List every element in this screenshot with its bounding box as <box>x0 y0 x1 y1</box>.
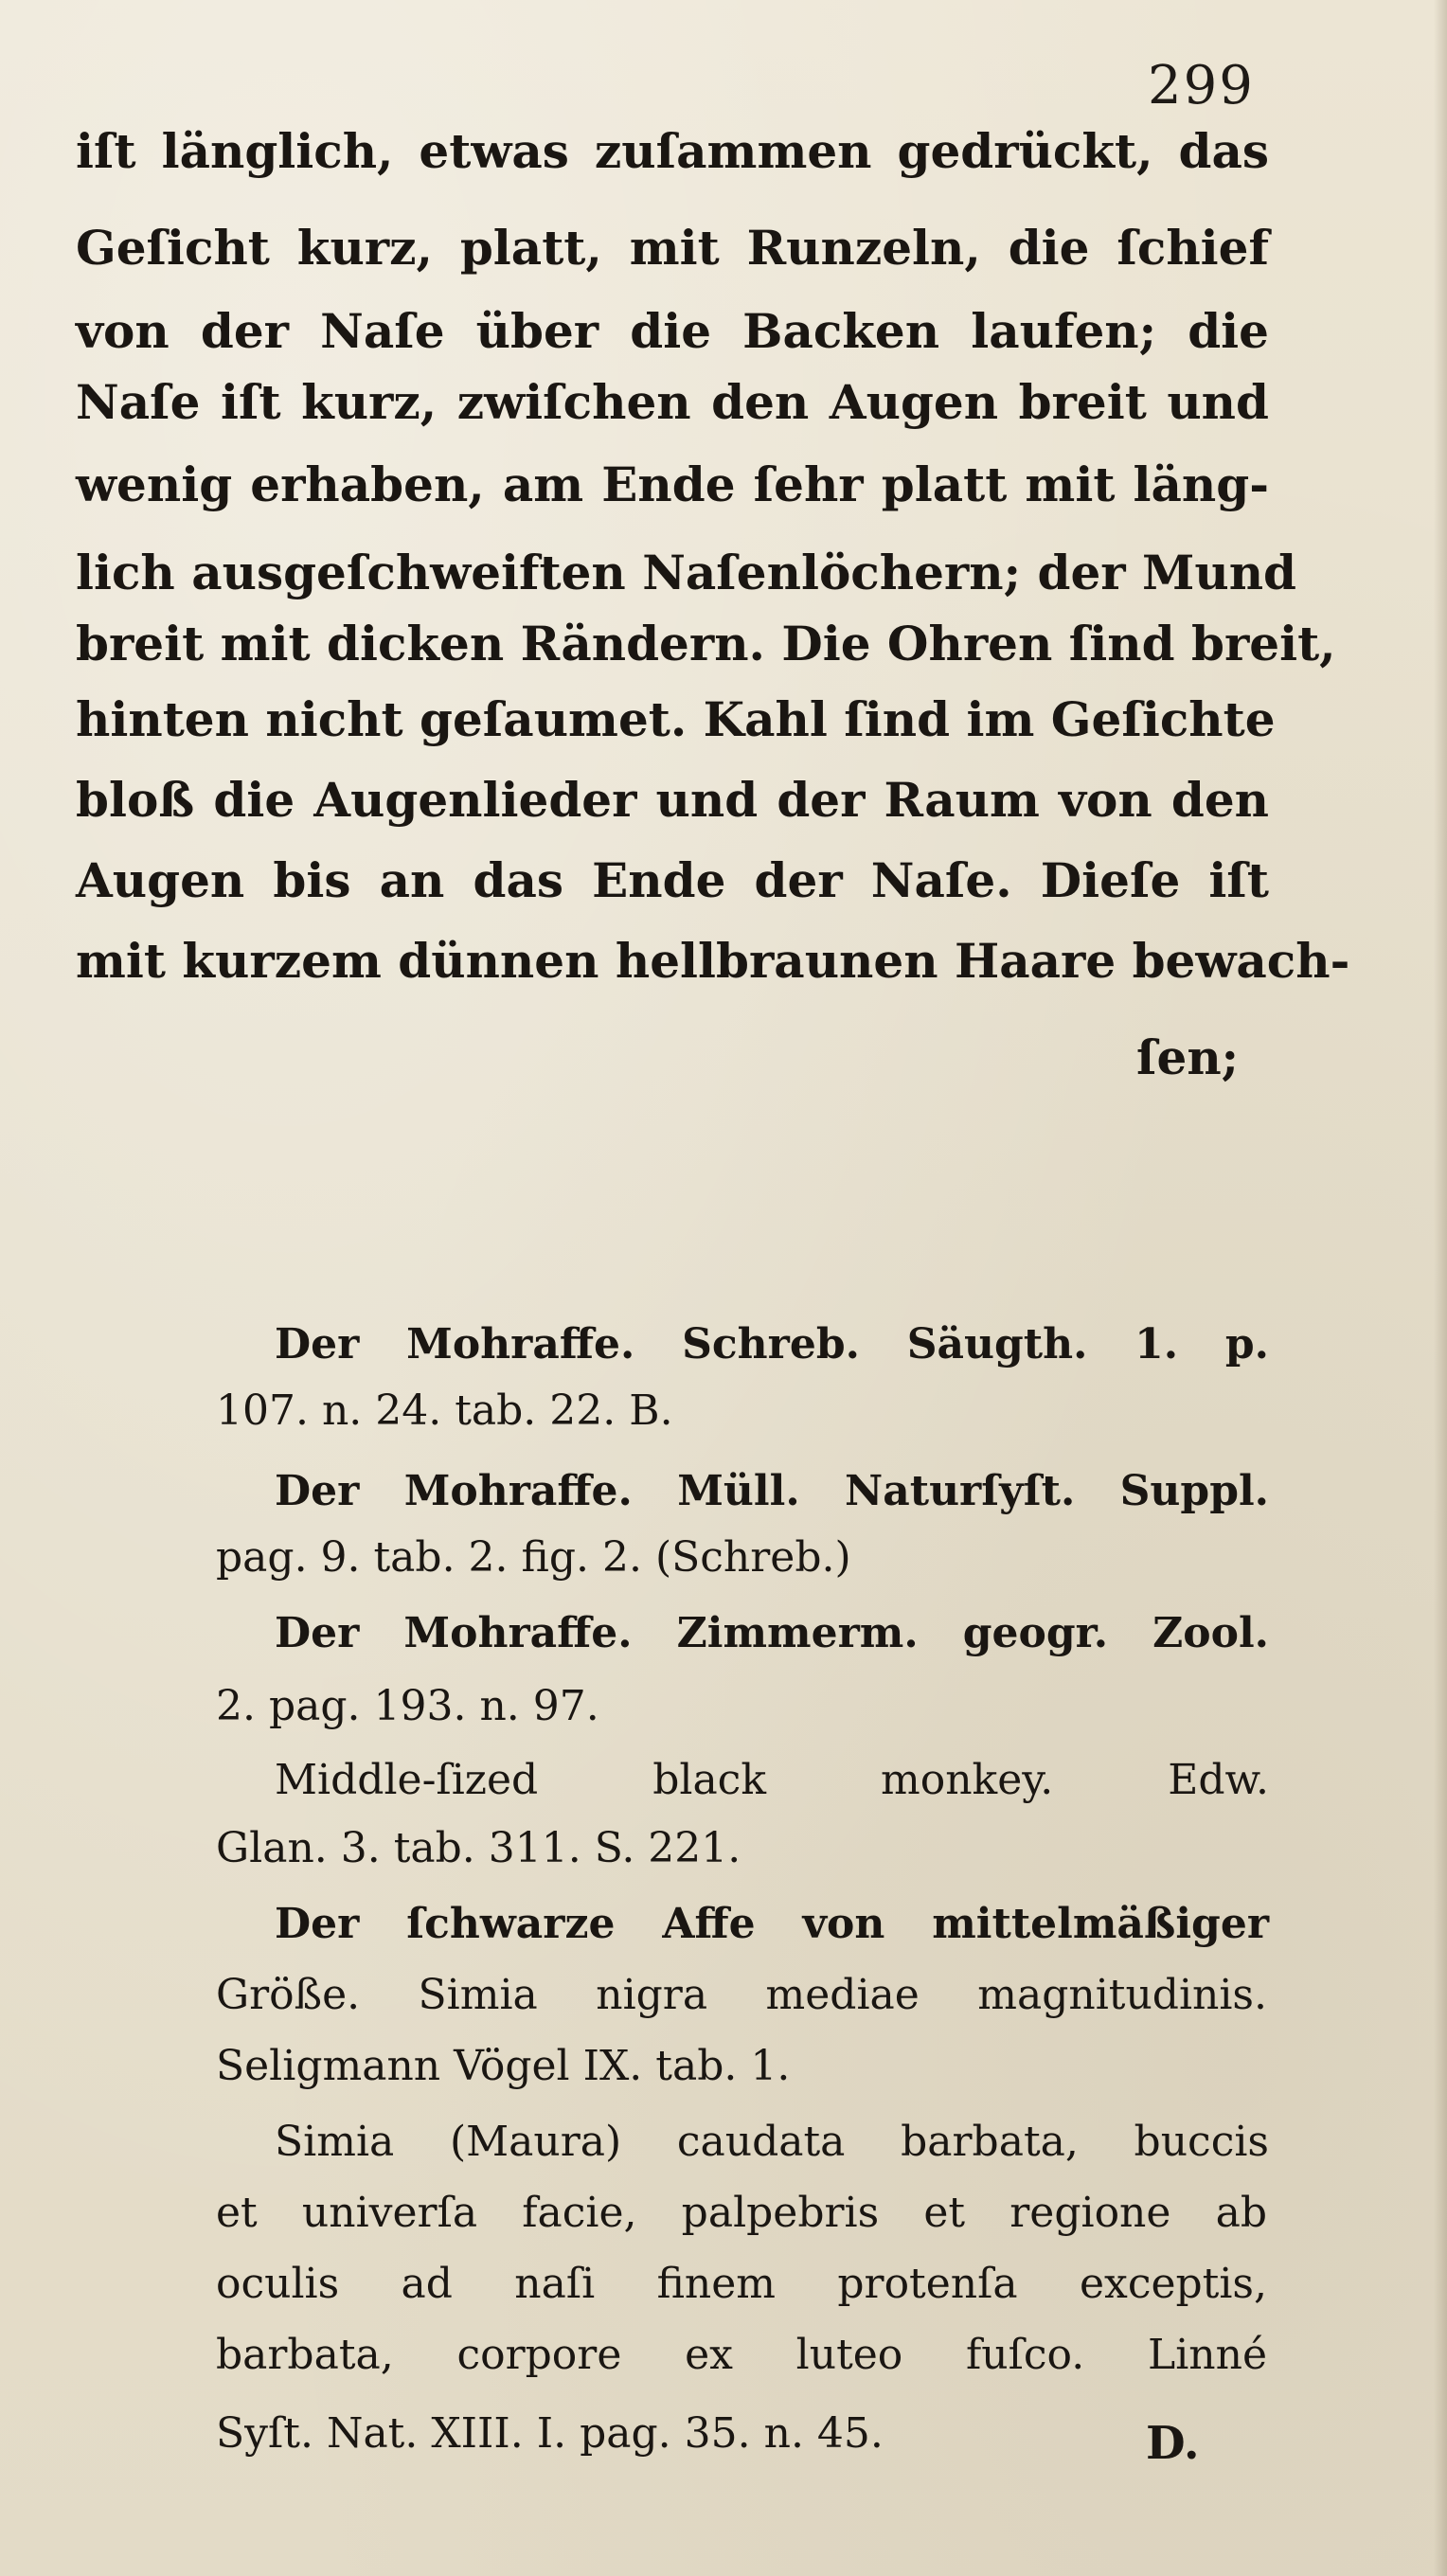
main-line-2: Geſicht kurz, platt, mit Runzeln, die ſchief <box>76 220 1269 276</box>
main-line-11: mit kurzem dünnen hellbraunen Haare bewach- <box>76 933 1350 989</box>
reference-1-line-2: 107. n. 24. tab. 22. B. <box>216 1386 673 1435</box>
signature-initial: D. <box>1146 2417 1200 2470</box>
reference-6-line-2: et univerſa facie, palpebris et regione ab <box>216 2189 1267 2237</box>
page-number: 299 <box>1148 55 1255 116</box>
reference-5-line-3: Seligmann Vögel IX. tab. 1. <box>216 2042 791 2090</box>
main-line-3: von der Naſe über die Backen laufen; die <box>76 303 1269 359</box>
main-line-10: Augen bis an das Ende der Naſe. Dieſe iſt <box>76 852 1269 908</box>
reference-6-line-1: Simia (Maura) caudata barbata, buccis <box>275 2118 1269 2166</box>
reference-2-line-1: Der Mohraffe. Müll. Naturſyſt. Suppl. <box>275 1467 1269 1515</box>
main-line-8: hinten nicht geſaumet. Kahl ſind im Geſichte <box>76 691 1276 747</box>
reference-6-line-3: oculis ad naſi finem protenſa exceptis, <box>216 2260 1267 2308</box>
reference-4-line-1: Middle-ſized black monkey. Edw. <box>275 1756 1269 1804</box>
reference-3-line-1: Der Mohraffe. Zimmerm. geogr. Zool. <box>275 1609 1269 1657</box>
reference-2-line-2: pag. 9. tab. 2. fig. 2. (Schreb.) <box>216 1533 851 1582</box>
main-line-5: wenig erhaben, am Ende ſehr platt mit läng- <box>76 456 1269 512</box>
reference-5-line-2: Größe. Simia nigra mediae magnitudinis. <box>216 1971 1267 2019</box>
main-line-6: lich ausgeſchweiften Naſenlöchern; der Mund <box>76 545 1297 600</box>
reference-1-line-1: Der Mohraffe. Schreb. Säugth. 1. p. <box>275 1320 1269 1368</box>
reference-5-line-1: Der ſchwarze Affe von mittelmäßiger <box>275 1900 1269 1948</box>
main-line-1: iſt länglich, etwas zuſammen gedrückt, das <box>76 123 1269 179</box>
main-line-4: Naſe iſt kurz, zwiſchen den Augen breit und <box>76 374 1269 430</box>
main-line-12: ſen; <box>1136 1029 1240 1085</box>
reference-4-line-2: Glan. 3. tab. 311. S. 221. <box>216 1824 741 1872</box>
reference-6-line-4: barbata, corpore ex luteo fuſco. Linné <box>216 2331 1267 2379</box>
page-edge-shadow <box>1434 0 1447 2576</box>
main-line-7: breit mit dicken Rändern. Die Ohren ſind breit, <box>76 616 1336 671</box>
reference-3-line-2: 2. pag. 193. n. 97. <box>216 1682 599 1730</box>
reference-6-line-5: Syſt. Nat. XIII. I. pag. 35. n. 45. <box>216 2409 884 2458</box>
main-line-9: bloß die Augenlieder und der Raum von den <box>76 772 1269 828</box>
